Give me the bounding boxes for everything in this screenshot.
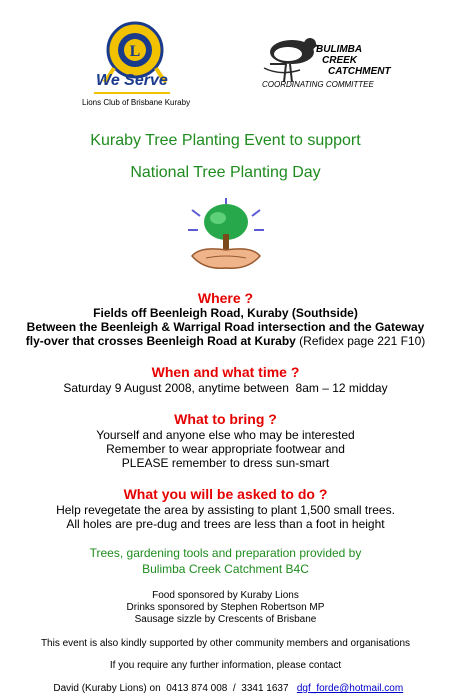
sponsor-line1: Food sponsored by Kuraby Lions	[152, 590, 299, 601]
contact-phone: David (Kuraby Lions) on 0413 874 008 / 3341 1637	[53, 683, 289, 694]
bulimba-line2: CREEK	[322, 55, 358, 66]
sponsor-line2: Drinks sponsored by Stephen Robertson MP	[126, 602, 325, 613]
where-heading: Where ?	[197, 290, 254, 306]
where-line3: fly-over that crosses Beenleigh Road at Kuraby	[25, 334, 296, 348]
bulimba-logo	[260, 24, 390, 94]
lions-underline	[94, 92, 170, 94]
bring-line1: Yourself and anyone else who may be interested	[96, 428, 355, 442]
tree-hands-icon	[186, 196, 266, 274]
where-line1: Fields off Beenleigh Road, Kuraby (Southside)	[93, 306, 358, 320]
asked-line1: Help revegetate the area by assisting to plant 1,500 small trees.	[56, 503, 395, 517]
title-line2: National Tree Planting Day	[130, 164, 321, 181]
lions-motto: We Serve	[96, 72, 168, 89]
when-line1: Saturday 9 August 2008, anytime between 8am – 12 midday	[63, 381, 388, 395]
tree-in-hands-image	[186, 196, 266, 274]
bulimba-line3: CATCHMENT	[328, 66, 391, 77]
bulimba-line1: BULIMBA	[316, 44, 363, 55]
asked-line2: All holes are pre-dug and trees are less than a foot in height	[66, 517, 385, 531]
where-line2: Between the Beenleigh & Warrigal Road intersection and the Gateway	[26, 320, 425, 334]
contact-email-link[interactable]: dgf_forde@hotmail.com	[296, 683, 404, 694]
bird-icon	[260, 24, 320, 84]
contact-line1: If you require any further information, please contact	[109, 660, 342, 671]
contact-line2-row	[0, 672, 451, 694]
provided-line1: Trees, gardening tools and preparation provided by	[89, 546, 362, 560]
lions-club-name: Lions Club of Brisbane Kuraby	[82, 98, 191, 107]
where-line3-row	[0, 334, 451, 348]
provided-line2: Bulimba Creek Catchment B4C	[142, 562, 309, 576]
sponsor-line3: Sausage sizzle by Crescents of Brisbane	[134, 614, 317, 625]
title-line1: Kuraby Tree Planting Event to support	[90, 132, 361, 149]
support-text: This event is also kindly supported by other community members and organisations	[40, 638, 411, 649]
when-heading: When and what time ?	[151, 364, 300, 380]
where-refidex: (Refidex page 221 F10)	[299, 334, 426, 348]
bring-heading: What to bring ?	[174, 411, 277, 427]
svg-text:L: L	[129, 43, 141, 60]
lions-logo	[96, 18, 180, 110]
bring-line2: Remember to wear appropriate footwear and	[106, 442, 345, 456]
bring-line3: PLEASE remember to dress sun-smart	[121, 456, 330, 470]
asked-heading: What you will be asked to do ?	[123, 486, 328, 502]
bulimba-line4: COORDINATING COMMITTEE	[262, 80, 374, 89]
